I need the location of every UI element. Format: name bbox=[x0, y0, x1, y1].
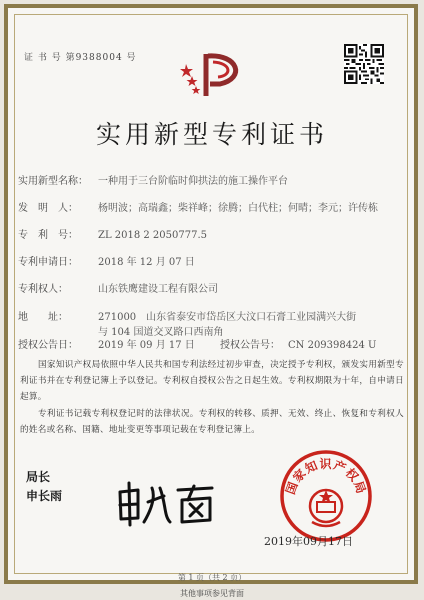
field-value: 杨明波；高瑞鑫；柴祥峰；徐腾；白代柱；何晴；李元；许传栋 bbox=[98, 203, 378, 214]
patent-office-emblem-icon bbox=[180, 50, 250, 100]
seal-date: 2019年09月17日 bbox=[264, 535, 353, 548]
signature-titles bbox=[26, 468, 62, 506]
director-title: 局长 bbox=[26, 470, 51, 484]
field-value: 2019 年 09 月 17 日 bbox=[98, 340, 195, 351]
field-label: 专 利 号： bbox=[18, 230, 78, 241]
page-indicator: 第 1 页（共 2 页） bbox=[177, 573, 247, 582]
body-paragraph-1: 国家知识产权局依照中华人民共和国专利法经过初步审查，决定授予专利权，颁发实用新型专利证书并在专利登记簿上予以登记。专利权自授权公告之日起生效。专利权期限为十年，自申请日起算。 bbox=[20, 360, 404, 402]
field-label: 专利申请日： bbox=[18, 257, 78, 268]
field-label: 授权公告日： bbox=[18, 340, 78, 351]
field-patentee bbox=[18, 280, 218, 295]
field-value: 山东铁鹰建设工程有限公司 bbox=[98, 284, 218, 295]
field-label: 专利权人： bbox=[18, 284, 68, 295]
field-grant-date bbox=[18, 336, 195, 351]
handwritten-signature-icon bbox=[116, 478, 216, 528]
field-value: 271000 山东省泰安市岱岳区大汶口石膏工业园满兴大街 bbox=[98, 312, 357, 323]
certificate-number: 证 书 号 第9388004 号 bbox=[24, 53, 137, 63]
field-address-line2: 与 104 国道交叉路口西南角 bbox=[98, 327, 224, 338]
field-grant-number bbox=[220, 336, 376, 351]
national-emblem-seal-icon bbox=[278, 448, 374, 544]
field-value: 一种用于三台阶临时仰拱法的施工操作平台 bbox=[98, 176, 288, 187]
field-value: 2018 年 12 月 07 日 bbox=[98, 257, 195, 268]
field-label: 授权公告号： bbox=[220, 340, 280, 351]
certificate-title: 实用新型专利证书 bbox=[95, 120, 328, 149]
field-filing-date bbox=[18, 253, 195, 268]
director-name: 申长雨 bbox=[26, 489, 63, 503]
field-label: 地 址： bbox=[18, 312, 68, 323]
footer-note: 其他事项参见背面 bbox=[180, 589, 244, 598]
seal-text: 国家知识产权局 bbox=[283, 457, 369, 497]
field-patent-number bbox=[18, 226, 207, 241]
field-label: 发 明 人： bbox=[18, 203, 78, 214]
qr-code-icon bbox=[344, 44, 384, 84]
field-utility-model-name bbox=[18, 172, 288, 187]
field-value: ZL 2018 2 2050777.5 bbox=[98, 230, 208, 241]
field-address bbox=[18, 308, 356, 323]
field-inventor bbox=[18, 199, 378, 214]
body-paragraph-2: 专利证书记载专利权登记时的法律状况。专利权的转移、质押、无效、终止、恢复和专利权人的姓名或名称、国籍、地址变更等事项记载在专利登记簿上。 bbox=[20, 409, 404, 435]
field-value: CN 209398424 U bbox=[288, 340, 377, 351]
field-label: 实用新型名称： bbox=[18, 176, 88, 187]
